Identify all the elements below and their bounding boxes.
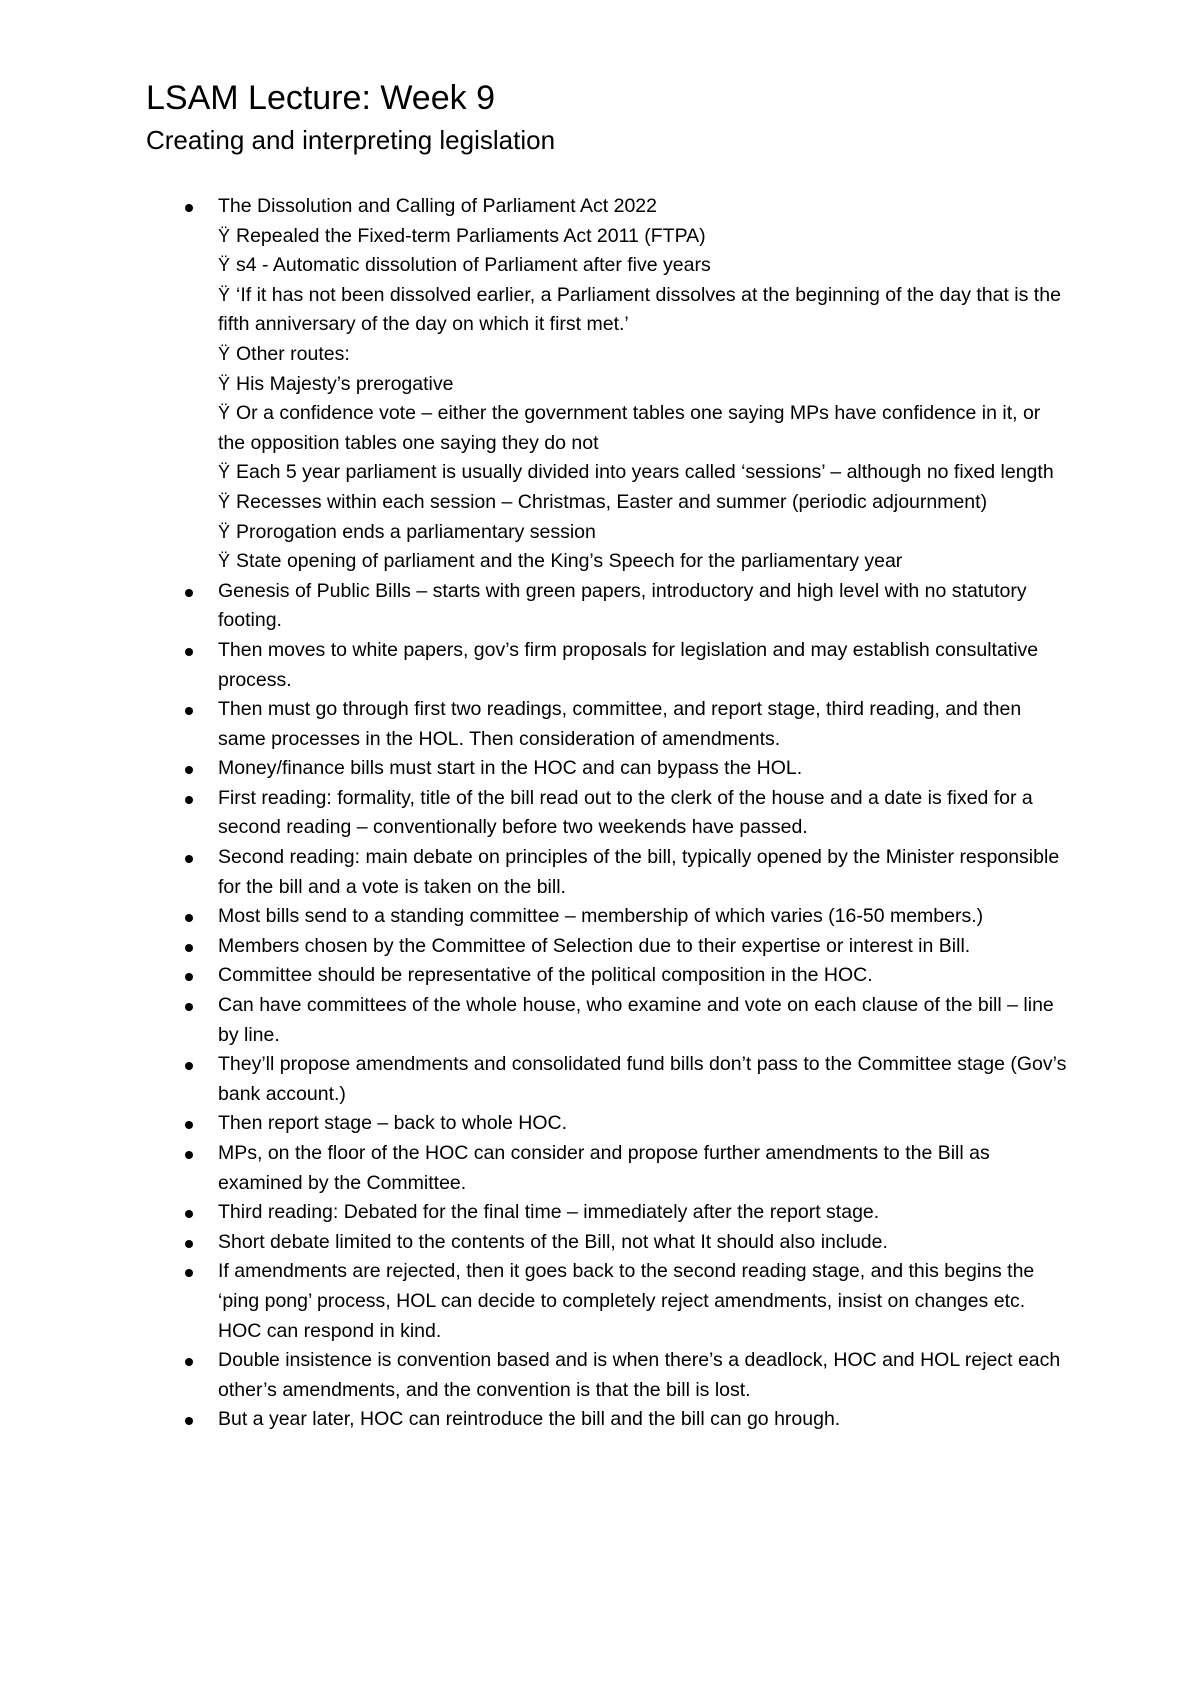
list-item-text: Can have committees of the whole house, who examine and vote on each clause of the bill – line by line. bbox=[218, 994, 1054, 1046]
list-item-text: But a year later, HOC can reintroduce the bill and the bill can go hrough. bbox=[218, 1408, 841, 1431]
sub-bullet-marker: Ÿ bbox=[218, 491, 231, 512]
bullet-dot-icon bbox=[185, 1417, 193, 1425]
list-item-text: Then moves to white papers, gov’s firm proposals for legislation and may establish consultative process. bbox=[218, 638, 1039, 691]
sub-bullet-marker: Ÿ bbox=[218, 521, 231, 542]
list-item bbox=[0, 754, 1070, 784]
list-item-text: MPs, on the floor of the HOC can consider and propose further amendments to the Bill as examined by the Committee. bbox=[218, 1142, 990, 1194]
list-item-text: Third reading: Debated for the final time – immediately after the report stage. bbox=[218, 1201, 880, 1224]
bullet-dot-icon bbox=[185, 914, 193, 922]
sub-bullet-marker: Ÿ bbox=[218, 284, 231, 305]
list-item bbox=[0, 902, 1070, 932]
list-item bbox=[0, 1228, 1070, 1258]
sub-bullet-marker: Ÿ bbox=[218, 551, 231, 572]
list-item bbox=[0, 192, 1070, 577]
sub-list-item-text: ‘If it has not been dissolved earlier, a Parliament dissolves at the beginning of the day that is the fifth anniversary of the day on which it first met.’ bbox=[218, 283, 1061, 336]
sub-bullet-marker: Ÿ bbox=[218, 373, 231, 394]
sub-list-item-text: Recesses within each session – Christmas, Easter and summer (periodic adjournment) bbox=[236, 490, 988, 513]
bullet-dot-icon bbox=[185, 707, 193, 715]
sub-list-item bbox=[218, 547, 1070, 577]
bullet-dot-icon bbox=[185, 1269, 193, 1277]
list-item bbox=[0, 1198, 1070, 1228]
list-item bbox=[0, 784, 1070, 843]
list-item-text: The Dissolution and Calling of Parliament Act 2022 bbox=[218, 195, 657, 217]
page-title: LSAM Lecture: Week 9 bbox=[146, 79, 495, 117]
sub-list-item bbox=[218, 340, 1070, 370]
bullet-dot-icon bbox=[185, 973, 193, 981]
bullet-dot-icon bbox=[185, 1240, 193, 1248]
list-item bbox=[0, 843, 1070, 902]
sub-list-item-text: Prorogation ends a parliamentary session bbox=[236, 520, 596, 543]
sub-list-item bbox=[218, 281, 1070, 340]
sub-list-item bbox=[218, 251, 1070, 281]
bullet-dot-icon bbox=[185, 204, 193, 212]
list-item bbox=[0, 1405, 1070, 1435]
list-item bbox=[0, 961, 1070, 991]
bullet-dot-icon bbox=[185, 796, 193, 804]
bullet-dot-icon bbox=[185, 648, 193, 656]
bullet-dot-icon bbox=[185, 1121, 193, 1129]
list-item-text: Then report stage – back to whole HOC. bbox=[218, 1112, 568, 1135]
bullet-dot-icon bbox=[185, 1210, 193, 1218]
page-subtitle: Creating and interpreting legislation bbox=[146, 125, 556, 155]
list-item-text: Members chosen by the Committee of Selection due to their expertise or interest in Bill. bbox=[218, 934, 971, 957]
list-item bbox=[0, 932, 1070, 962]
sub-bullet-marker: Ÿ bbox=[218, 225, 231, 246]
sub-bullet-marker: Ÿ bbox=[218, 403, 231, 424]
bullet-dot-icon bbox=[185, 855, 193, 863]
list-item-text: If amendments are rejected, then it goes back to the second reading stage, and this begins the ‘ping pong’ process, HOL can decide to completely reject amendments, insist on changes etc. HOC can respond in kind. bbox=[218, 1260, 1035, 1342]
sub-list-item bbox=[218, 222, 1070, 252]
sub-list-item-text: Or a confidence vote – either the government tables one saying MPs have confidence in it, or the opposition tables one saying they do not bbox=[218, 402, 1041, 454]
list-item bbox=[0, 577, 1070, 636]
sub-list-item bbox=[218, 399, 1070, 458]
list-item bbox=[0, 1257, 1070, 1346]
sub-bullet-marker: Ÿ bbox=[218, 462, 231, 483]
bullet-dot-icon bbox=[185, 1358, 193, 1366]
bullet-list bbox=[0, 192, 1200, 1435]
sub-list-item bbox=[218, 488, 1070, 518]
list-item bbox=[0, 1109, 1070, 1139]
sub-bullet-marker: Ÿ bbox=[218, 343, 231, 364]
list-item bbox=[0, 1139, 1070, 1198]
sub-list-item bbox=[218, 458, 1070, 488]
sub-list-item-text: State opening of parliament and the King’s Speech for the parliamentary year bbox=[236, 550, 903, 573]
bullet-dot-icon bbox=[185, 1151, 193, 1159]
bullet-dot-icon bbox=[185, 944, 193, 952]
list-item bbox=[0, 1346, 1070, 1405]
sub-list-item-text: His Majesty’s prerogative bbox=[236, 372, 454, 395]
bullet-dot-icon bbox=[185, 1003, 193, 1011]
list-item-text: Double insistence is convention based and is when there’s a deadlock, HOC and HOL reject each other’s amendments, and the convention is that the bill is lost. bbox=[218, 1349, 1061, 1401]
list-item bbox=[0, 991, 1070, 1050]
list-item bbox=[0, 636, 1070, 695]
list-item-text: They’ll propose amendments and consolidated fund bills don’t pass to the Committee stage (Gov’s bank account.) bbox=[218, 1053, 1067, 1105]
bullet-dot-icon bbox=[185, 589, 193, 597]
list-item bbox=[0, 1050, 1070, 1109]
sub-list-item-text: Repealed the Fixed-term Parliaments Act 2011 (FTPA) bbox=[236, 224, 706, 247]
sub-list-item bbox=[218, 518, 1070, 548]
list-item-text: Committee should be representative of the political composition in the HOC. bbox=[218, 964, 873, 987]
sub-list-item-text: s4 - Automatic dissolution of Parliament after five years bbox=[236, 254, 711, 277]
sub-list-item bbox=[218, 370, 1070, 400]
sub-list-item-text: Each 5 year parliament is usually divided into years called ‘sessions’ – although no fixed length bbox=[236, 461, 1054, 484]
sub-bullet-marker: Ÿ bbox=[218, 255, 231, 276]
list-item bbox=[0, 695, 1070, 754]
list-item-text: Money/finance bills must start in the HOC and can bypass the HOL. bbox=[218, 757, 803, 780]
sub-list-item-text: Other routes: bbox=[236, 342, 350, 365]
bullet-dot-icon bbox=[185, 1062, 193, 1070]
list-item-text: First reading: formality, title of the bill read out to the clerk of the house and a date is fixed for a second reading – conventionally before two weekends have passed. bbox=[218, 786, 1033, 839]
list-item-text: Then must go through first two readings, committee, and report stage, third reading, and then same processes in the HOL. Then consideration of amendments. bbox=[218, 698, 1022, 750]
list-item-text: Genesis of Public Bills – starts with green papers, introductory and high level with no statutory footing. bbox=[218, 579, 1027, 632]
list-item-text: Short debate limited to the contents of the Bill, not what It should also include. bbox=[218, 1230, 888, 1253]
bullet-dot-icon bbox=[185, 766, 193, 774]
list-item-text: Second reading: main debate on principles of the bill, typically opened by the Minister responsible for the bill and a vote is taken on the bill. bbox=[218, 846, 1060, 898]
list-item-text: Most bills send to a standing committee – membership of which varies (16-50 members.) bbox=[218, 905, 984, 928]
